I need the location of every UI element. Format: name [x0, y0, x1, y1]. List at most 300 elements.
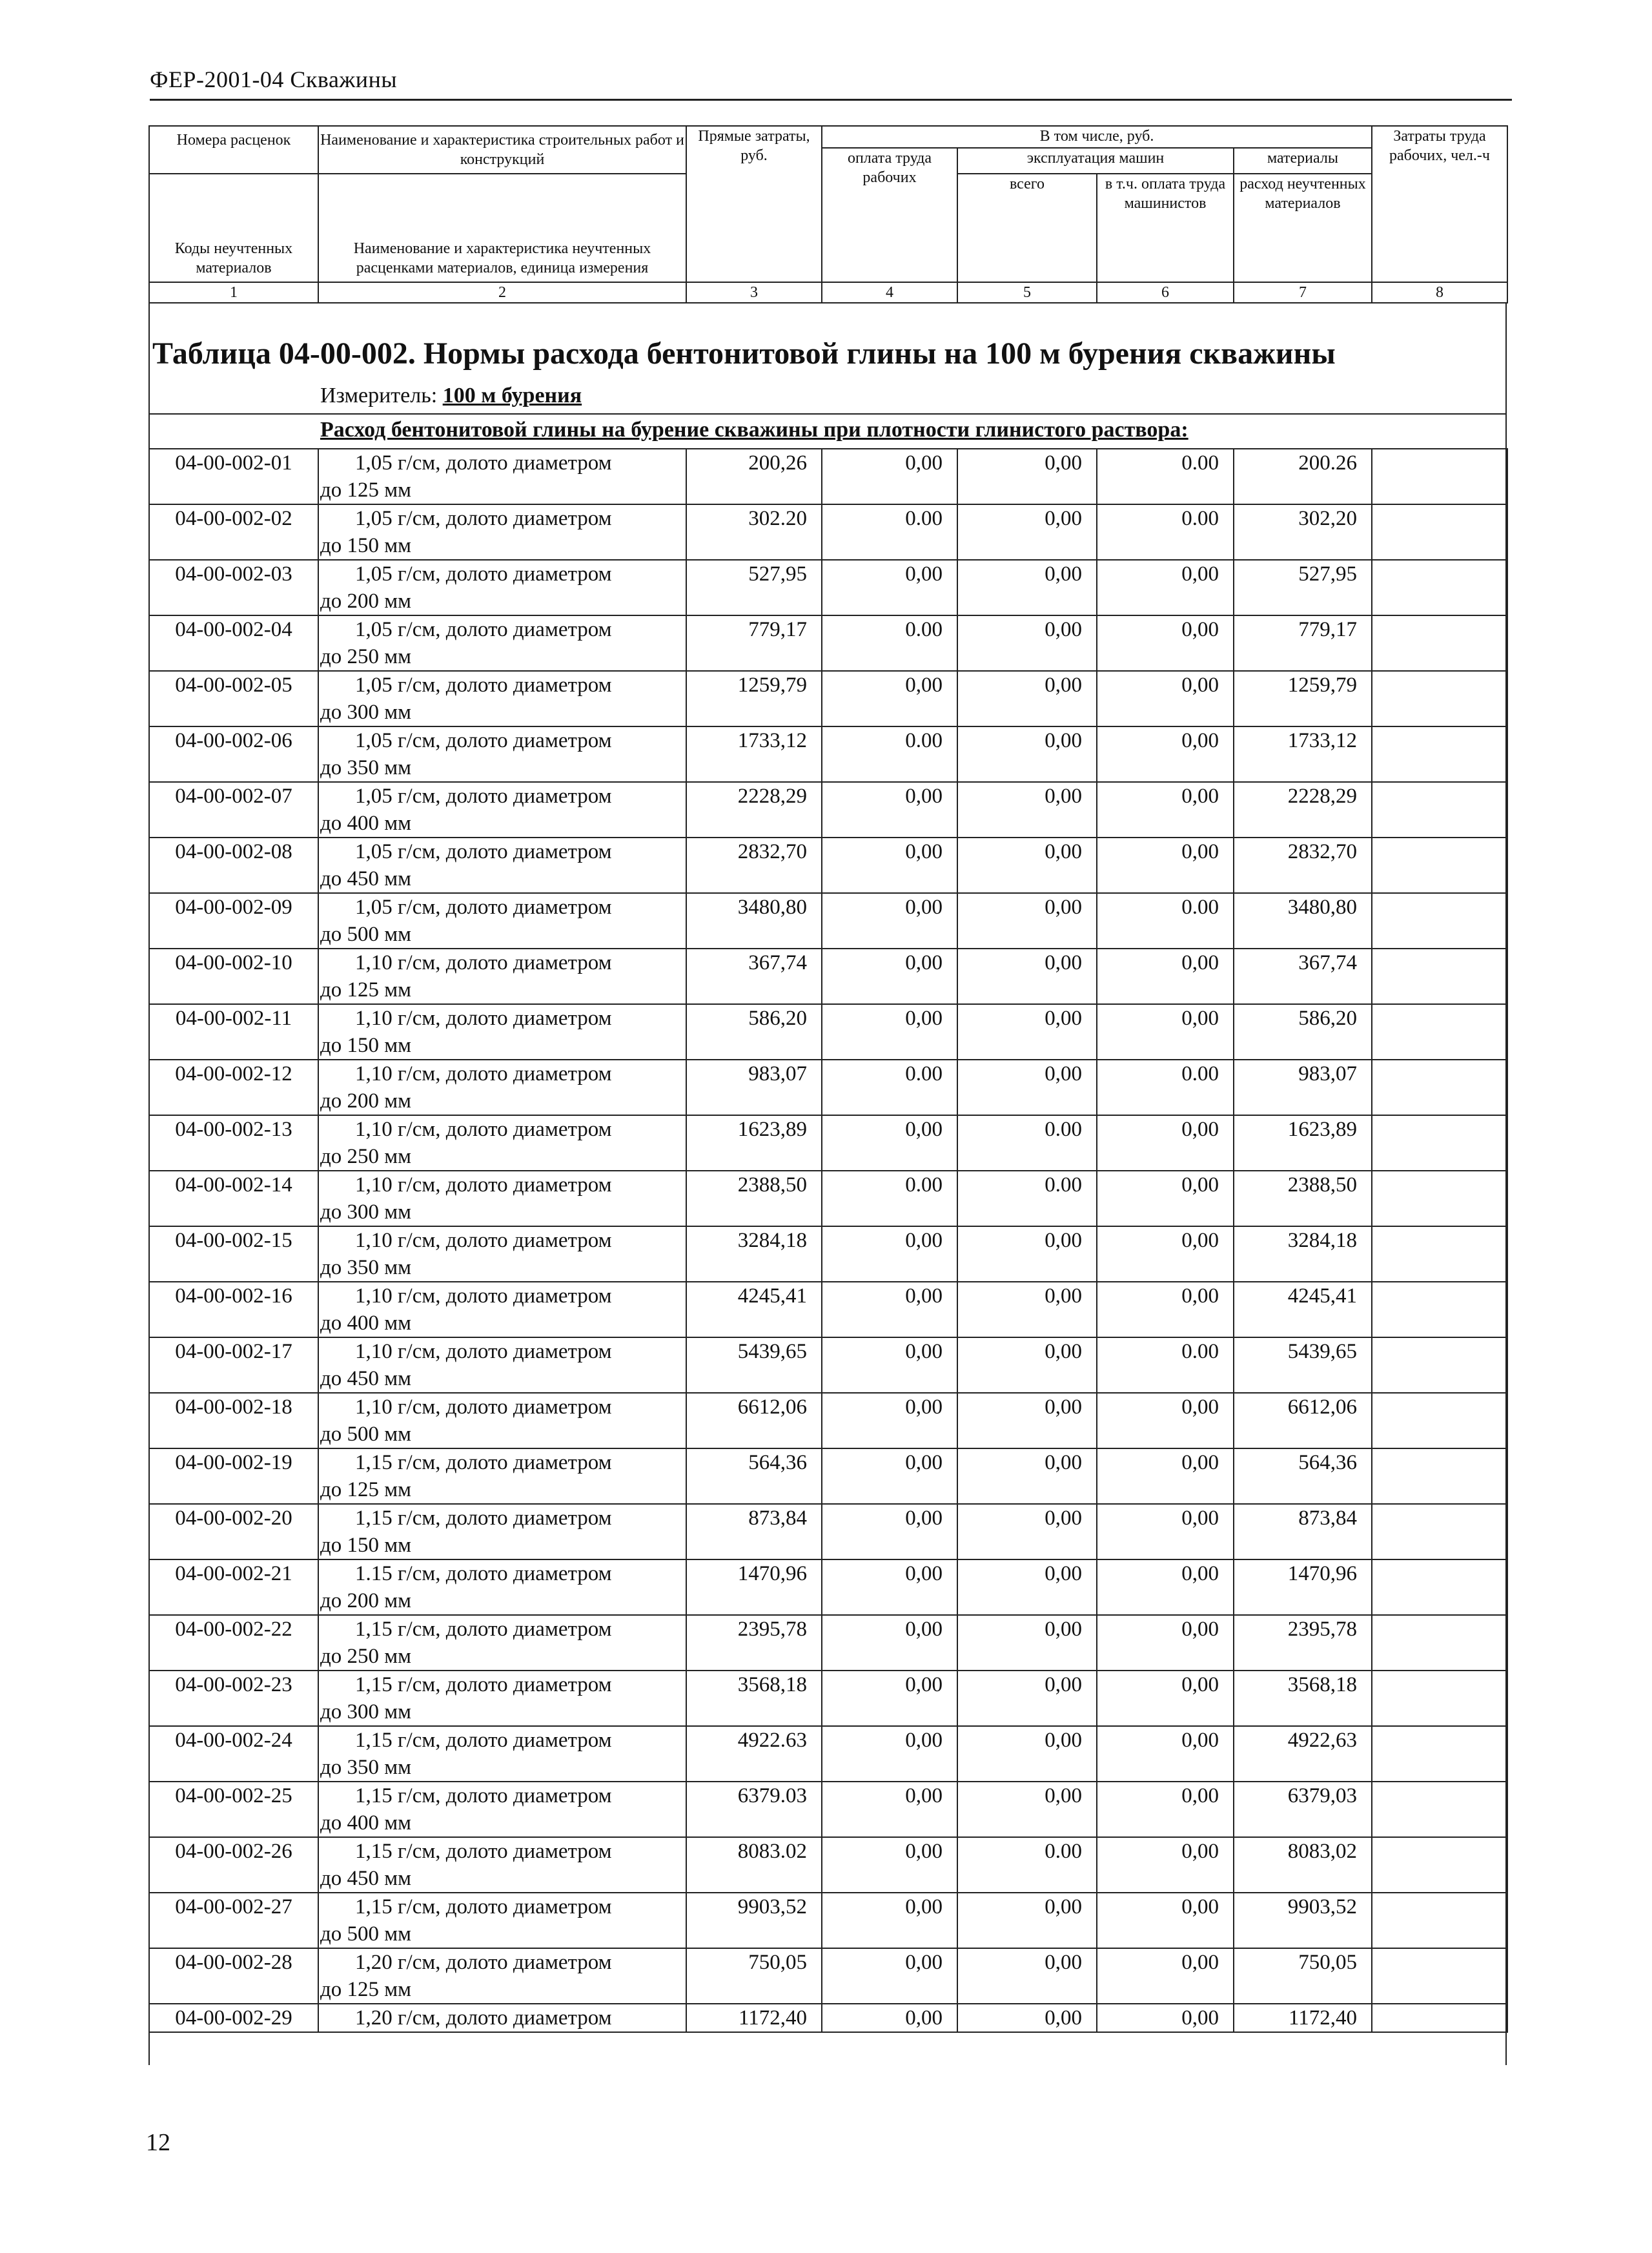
direct-costs-value: 1733,12: [686, 726, 822, 782]
work-description: [318, 893, 686, 949]
document-header: ФЕР-2001-04 Скважины: [150, 67, 398, 92]
description-line-1: 1,05 г/см, долото диаметром: [355, 507, 612, 530]
description-line-2: до 450 мм: [320, 1367, 412, 1390]
measure-divider: [148, 413, 1507, 415]
description-line-2: до 150 мм: [320, 1034, 412, 1057]
description-line-2: до 300 мм: [320, 1700, 412, 1723]
description-line-1: 1,05 г/см, долото диаметром: [355, 729, 612, 752]
work-description: [318, 1726, 686, 1782]
header-material-names: Наименование и характеристика неучтенных расценками материалов, единица измерения: [318, 174, 686, 282]
description-line-1: 1,05 г/см, долото диаметром: [355, 840, 612, 863]
machinists-pay-value: 0,00: [1097, 1671, 1234, 1726]
machinists-pay-value: 0,00: [1097, 1004, 1234, 1060]
machines-total-value: 0,00: [957, 1615, 1097, 1671]
work-description: [318, 1615, 686, 1671]
materials-value: 2388,50: [1234, 1171, 1372, 1226]
machines-total-value: 0,00: [957, 1393, 1097, 1448]
materials-value: 2228,29: [1234, 782, 1372, 838]
machines-total-value: 0.00: [957, 1171, 1097, 1226]
column-number: 4: [822, 282, 957, 303]
materials-value: 1623,89: [1234, 1115, 1372, 1171]
machinists-pay-value: 0,00: [1097, 1726, 1234, 1782]
machines-total-value: 0.00: [957, 1115, 1097, 1171]
machines-total-value: 0,00: [957, 1226, 1097, 1282]
labor-pay-value: 0,00: [822, 1226, 957, 1282]
section-label: Расход бентонитовой глины на бурение скважины при плотности глинистого раствора:: [320, 418, 1188, 442]
labor-pay-value: 0,00: [822, 449, 957, 504]
table-row: [149, 1782, 1507, 1837]
table-row: [149, 1060, 1507, 1115]
labor-costs-value: [1372, 1171, 1507, 1226]
labor-costs-value: [1372, 1115, 1507, 1171]
rate-code: 04-00-002-23: [149, 1671, 318, 1726]
rate-code: 04-00-002-20: [149, 1504, 318, 1559]
machinists-pay-value: 0,00: [1097, 1615, 1234, 1671]
header-materials: материалы: [1234, 148, 1372, 174]
table-row: [149, 615, 1507, 671]
table-row: [149, 560, 1507, 615]
labor-pay-value: 0.00: [822, 1060, 957, 1115]
description-line-1: 1,10 г/см, долото диаметром: [355, 1284, 612, 1308]
description-line-1: 1,15 г/см, долото диаметром: [355, 1673, 612, 1696]
machines-total-value: 0,00: [957, 1782, 1097, 1837]
direct-costs-value: 586,20: [686, 1004, 822, 1060]
work-description: [318, 1337, 686, 1393]
rate-code: 04-00-002-22: [149, 1615, 318, 1671]
description-line-1: 1.15 г/см, долото диаметром: [355, 1562, 612, 1585]
labor-pay-value: 0,00: [822, 1337, 957, 1393]
table-row: [149, 726, 1507, 782]
table-row: [149, 1948, 1507, 2004]
work-description: [318, 1837, 686, 1893]
machinists-pay-value: 0,00: [1097, 560, 1234, 615]
machinists-pay-value: 0,00: [1097, 1559, 1234, 1615]
labor-pay-value: 0,00: [822, 1837, 957, 1893]
direct-costs-value: 1470,96: [686, 1559, 822, 1615]
labor-costs-value: [1372, 671, 1507, 726]
materials-value: 3284,18: [1234, 1226, 1372, 1282]
description-line-2: до 400 мм: [320, 1811, 412, 1835]
machinists-pay-value: 0,00: [1097, 838, 1234, 893]
table-row: [149, 1448, 1507, 1504]
machines-total-value: 0.00: [957, 1837, 1097, 1893]
machinists-pay-value: 0.00: [1097, 449, 1234, 504]
table-row: [149, 893, 1507, 949]
labor-pay-value: 0,00: [822, 1671, 957, 1726]
machinists-pay-value: 0,00: [1097, 1448, 1234, 1504]
direct-costs-value: 3568,18: [686, 1671, 822, 1726]
work-description: [318, 1559, 686, 1615]
work-description: [318, 1504, 686, 1559]
materials-value: 302,20: [1234, 504, 1372, 560]
machinists-pay-value: 0,00: [1097, 782, 1234, 838]
table-row: [149, 1004, 1507, 1060]
header-including: В том числе, руб.: [822, 126, 1372, 148]
rate-code: 04-00-002-25: [149, 1782, 318, 1837]
labor-pay-value: 0,00: [822, 1282, 957, 1337]
description-line-2: до 125 мм: [320, 478, 412, 502]
labor-pay-value: 0,00: [822, 1393, 957, 1448]
description-line-2: до 500 мм: [320, 923, 412, 946]
work-description: [318, 1004, 686, 1060]
materials-value: 779,17: [1234, 615, 1372, 671]
description-line-2: до 125 мм: [320, 978, 412, 1002]
work-description: [318, 726, 686, 782]
column-number: 1: [149, 282, 318, 303]
labor-pay-value: 0,00: [822, 1948, 957, 2004]
materials-value: 200.26: [1234, 449, 1372, 504]
table-row: [149, 1837, 1507, 1893]
machinists-pay-value: 0,00: [1097, 1837, 1234, 1893]
direct-costs-value: 5439,65: [686, 1337, 822, 1393]
description-line-1: 1,10 г/см, долото диаметром: [355, 1118, 612, 1141]
description-line-1: 1,15 г/см, долото диаметром: [355, 1840, 612, 1863]
machinists-pay-value: 0,00: [1097, 1282, 1234, 1337]
materials-value: 1733,12: [1234, 726, 1372, 782]
table-title: Таблица 04-00-002. Нормы расхода бентонитовой глины на 100 м бурения скважины: [152, 336, 1336, 371]
labor-costs-value: [1372, 1393, 1507, 1448]
rate-code: 04-00-002-07: [149, 782, 318, 838]
labor-pay-value: 0,00: [822, 893, 957, 949]
materials-value: 2395,78: [1234, 1615, 1372, 1671]
labor-pay-value: 0,00: [822, 1615, 957, 1671]
header-material-codes: Коды неучтенных материалов: [149, 174, 318, 282]
labor-pay-value: 0,00: [822, 838, 957, 893]
header-labor-pay: оплата труда рабочих: [822, 148, 957, 282]
labor-costs-value: [1372, 504, 1507, 560]
labor-pay-value: 0,00: [822, 949, 957, 1004]
machines-total-value: 0,00: [957, 1282, 1097, 1337]
direct-costs-value: 1623,89: [686, 1115, 822, 1171]
column-number: 7: [1234, 282, 1372, 303]
description-line-2: до 125 мм: [320, 1978, 412, 2001]
description-line-2: до 200 мм: [320, 590, 412, 613]
description-line-1: 1,05 г/см, долото диаметром: [355, 785, 612, 808]
machinists-pay-value: 0,00: [1097, 615, 1234, 671]
materials-value: 1172,40: [1234, 2004, 1372, 2032]
work-description: [318, 449, 686, 504]
labor-pay-value: 0,00: [822, 671, 957, 726]
table-row: [149, 949, 1507, 1004]
materials-value: 3568,18: [1234, 1671, 1372, 1726]
direct-costs-value: 9903,52: [686, 1893, 822, 1948]
direct-costs-value: 2832,70: [686, 838, 822, 893]
header-machines-total: всего: [957, 174, 1097, 282]
labor-pay-value: 0,00: [822, 1782, 957, 1837]
description-line-2: до 300 мм: [320, 701, 412, 724]
direct-costs-value: 302.20: [686, 504, 822, 560]
description-line-1: 1,20 г/см, долото диаметром: [355, 2006, 612, 2030]
work-description: [318, 838, 686, 893]
measure-label: Измеритель:: [320, 384, 438, 407]
labor-costs-value: [1372, 1948, 1507, 2004]
direct-costs-value: 367,74: [686, 949, 822, 1004]
table-row: [149, 1115, 1507, 1171]
machines-total-value: 0,00: [957, 2004, 1097, 2032]
measure-value: 100 м бурения: [442, 384, 582, 407]
description-line-1: 1,20 г/см, долото диаметром: [355, 1951, 612, 1974]
machines-total-value: 0,00: [957, 1060, 1097, 1115]
machines-total-value: 0,00: [957, 560, 1097, 615]
labor-pay-value: 0.00: [822, 504, 957, 560]
column-header-table: [148, 125, 1508, 303]
rate-code: 04-00-002-18: [149, 1393, 318, 1448]
table-row: [149, 838, 1507, 893]
labor-pay-value: 0.00: [822, 615, 957, 671]
description-line-1: 1,15 г/см, долото диаметром: [355, 1618, 612, 1641]
description-line-2: до 350 мм: [320, 1756, 412, 1779]
direct-costs-value: 2388,50: [686, 1171, 822, 1226]
column-number: 5: [957, 282, 1097, 303]
rate-code: 04-00-002-14: [149, 1171, 318, 1226]
machinists-pay-value: 0,00: [1097, 726, 1234, 782]
materials-value: 8083,02: [1234, 1837, 1372, 1893]
machinists-pay-value: 0,00: [1097, 1393, 1234, 1448]
table-row: [149, 1226, 1507, 1282]
machines-total-value: 0,00: [957, 893, 1097, 949]
machines-total-value: 0,00: [957, 1559, 1097, 1615]
machines-total-value: 0,00: [957, 504, 1097, 560]
description-line-2: до 500 мм: [320, 1922, 412, 1946]
labor-pay-value: 0,00: [822, 2004, 957, 2032]
machines-total-value: 0,00: [957, 1893, 1097, 1948]
direct-costs-value: 873,84: [686, 1504, 822, 1559]
direct-costs-value: 983,07: [686, 1060, 822, 1115]
header-direct-costs: Прямые затраты, руб.: [686, 126, 822, 282]
header-divider: [150, 99, 1512, 101]
description-line-1: 1,05 г/см, долото диаметром: [355, 562, 612, 586]
machines-total-value: 0,00: [957, 1726, 1097, 1782]
materials-value: 2832,70: [1234, 838, 1372, 893]
work-description: [318, 1393, 686, 1448]
labor-pay-value: 0.00: [822, 726, 957, 782]
description-line-1: 1,05 г/см, долото диаметром: [355, 896, 612, 919]
machines-total-value: 0,00: [957, 671, 1097, 726]
description-line-2: до 300 мм: [320, 1200, 412, 1224]
labor-costs-value: [1372, 838, 1507, 893]
materials-value: 6612,06: [1234, 1393, 1372, 1448]
rate-code: 04-00-002-16: [149, 1282, 318, 1337]
machinists-pay-value: 0,00: [1097, 1948, 1234, 2004]
description-line-1: 1,10 г/см, долото диаметром: [355, 951, 612, 974]
description-line-2: до 150 мм: [320, 534, 412, 557]
work-description: [318, 560, 686, 615]
page-number: 12: [146, 2129, 170, 2156]
work-description: [318, 1671, 686, 1726]
description-line-1: 1,15 г/см, долото диаметром: [355, 1895, 612, 1919]
rate-code: 04-00-002-02: [149, 504, 318, 560]
machinists-pay-value: 0,00: [1097, 2004, 1234, 2032]
work-description: [318, 615, 686, 671]
machinists-pay-value: 0.00: [1097, 893, 1234, 949]
description-line-1: 1,05 г/см, долото диаметром: [355, 618, 612, 641]
materials-value: 4245,41: [1234, 1282, 1372, 1337]
labor-costs-value: [1372, 1004, 1507, 1060]
rate-code: 04-00-002-12: [149, 1060, 318, 1115]
work-description: [318, 1282, 686, 1337]
labor-costs-value: [1372, 1448, 1507, 1504]
description-line-2: до 400 мм: [320, 812, 412, 835]
labor-costs-value: [1372, 2004, 1507, 2032]
rate-code: 04-00-002-10: [149, 949, 318, 1004]
materials-value: 6379,03: [1234, 1782, 1372, 1837]
labor-costs-value: [1372, 449, 1507, 504]
header-rate-numbers: Номера расценок: [149, 126, 318, 174]
materials-value: 873,84: [1234, 1504, 1372, 1559]
direct-costs-value: 8083.02: [686, 1837, 822, 1893]
table-row: [149, 1615, 1507, 1671]
machinists-pay-value: 0,00: [1097, 1504, 1234, 1559]
work-description: [318, 1115, 686, 1171]
work-description: [318, 1171, 686, 1226]
table-row: [149, 1893, 1507, 1948]
header-machinists-pay: в т.ч. оплата труда машинистов: [1097, 174, 1234, 282]
description-line-1: 1,05 г/см, долото диаметром: [355, 451, 612, 475]
work-description: [318, 1226, 686, 1282]
labor-costs-value: [1372, 1060, 1507, 1115]
materials-value: 1259,79: [1234, 671, 1372, 726]
labor-costs-value: [1372, 782, 1507, 838]
direct-costs-value: 200,26: [686, 449, 822, 504]
machines-total-value: 0,00: [957, 726, 1097, 782]
table-row: [149, 1337, 1507, 1393]
direct-costs-value: 6612,06: [686, 1393, 822, 1448]
work-description: [318, 782, 686, 838]
materials-value: 564,36: [1234, 1448, 1372, 1504]
materials-value: 367,74: [1234, 949, 1372, 1004]
description-line-2: до 125 мм: [320, 1478, 412, 1501]
materials-value: 983,07: [1234, 1060, 1372, 1115]
direct-costs-value: 527,95: [686, 560, 822, 615]
rates-table: [148, 448, 1508, 2033]
rate-code: 04-00-002-26: [149, 1837, 318, 1893]
measure-line: [320, 384, 582, 408]
direct-costs-value: 2228,29: [686, 782, 822, 838]
labor-pay-value: 0.00: [822, 1171, 957, 1226]
materials-value: 586,20: [1234, 1004, 1372, 1060]
machinists-pay-value: 0.00: [1097, 1337, 1234, 1393]
work-description: [318, 1060, 686, 1115]
description-line-1: 1,10 г/см, долото диаметром: [355, 1340, 612, 1363]
rate-code: 04-00-002-06: [149, 726, 318, 782]
rate-code: 04-00-002-08: [149, 838, 318, 893]
work-description: [318, 2004, 686, 2032]
rate-code: 04-00-002-13: [149, 1115, 318, 1171]
machines-total-value: 0,00: [957, 1948, 1097, 2004]
description-line-2: до 450 мм: [320, 1867, 412, 1890]
labor-pay-value: 0,00: [822, 1004, 957, 1060]
column-number: 2: [318, 282, 686, 303]
labor-costs-value: [1372, 1893, 1507, 1948]
description-line-1: 1,10 г/см, долото диаметром: [355, 1062, 612, 1085]
materials-value: 5439,65: [1234, 1337, 1372, 1393]
labor-pay-value: 0,00: [822, 1893, 957, 1948]
table-row: [149, 1726, 1507, 1782]
rate-code: 04-00-002-28: [149, 1948, 318, 2004]
machines-total-value: 0,00: [957, 838, 1097, 893]
labor-costs-value: [1372, 1615, 1507, 1671]
machines-total-value: 0,00: [957, 949, 1097, 1004]
work-description: [318, 1948, 686, 2004]
table-row: [149, 671, 1507, 726]
machines-total-value: 0,00: [957, 1004, 1097, 1060]
description-line-1: 1,15 г/см, долото диаметром: [355, 1507, 612, 1530]
labor-pay-value: 0,00: [822, 782, 957, 838]
table-row: [149, 1559, 1507, 1615]
machinists-pay-value: 0,00: [1097, 1782, 1234, 1837]
rate-code: 04-00-002-03: [149, 560, 318, 615]
machinists-pay-value: 0,00: [1097, 671, 1234, 726]
machinists-pay-value: 0,00: [1097, 1226, 1234, 1282]
direct-costs-value: 779,17: [686, 615, 822, 671]
materials-value: 4922,63: [1234, 1726, 1372, 1782]
work-description: [318, 1782, 686, 1837]
table-row: [149, 2004, 1507, 2032]
labor-costs-value: [1372, 1337, 1507, 1393]
rate-code: 04-00-002-01: [149, 449, 318, 504]
table-row: [149, 449, 1507, 504]
materials-value: 527,95: [1234, 560, 1372, 615]
materials-value: 3480,80: [1234, 893, 1372, 949]
description-line-2: до 350 мм: [320, 756, 412, 779]
machines-total-value: 0,00: [957, 1671, 1097, 1726]
table-row: [149, 782, 1507, 838]
machinists-pay-value: 0,00: [1097, 949, 1234, 1004]
labor-costs-value: [1372, 560, 1507, 615]
labor-costs-value: [1372, 1282, 1507, 1337]
column-number: 3: [686, 282, 822, 303]
labor-costs-value: [1372, 1726, 1507, 1782]
rate-code: 04-00-002-04: [149, 615, 318, 671]
rate-code: 04-00-002-15: [149, 1226, 318, 1282]
header-work-name: Наименование и характеристика строительных работ и конструкций: [318, 126, 686, 174]
description-line-1: 1,15 г/см, долото диаметром: [355, 1784, 612, 1807]
description-line-2: до 250 мм: [320, 1145, 412, 1168]
labor-pay-value: 0,00: [822, 1504, 957, 1559]
rate-code: 04-00-002-21: [149, 1559, 318, 1615]
header-labor-costs: Затраты труда рабочих, чел.-ч: [1372, 126, 1507, 282]
description-line-2: до 150 мм: [320, 1534, 412, 1557]
column-number: 6: [1097, 282, 1234, 303]
labor-costs-value: [1372, 1782, 1507, 1837]
work-description: [318, 504, 686, 560]
labor-costs-value: [1372, 1671, 1507, 1726]
table-row: [149, 1171, 1507, 1226]
table-row: [149, 504, 1507, 560]
description-line-1: 1,10 г/см, долото диаметром: [355, 1173, 612, 1197]
direct-costs-value: 1172,40: [686, 2004, 822, 2032]
direct-costs-value: 6379.03: [686, 1782, 822, 1837]
table-row: [149, 1282, 1507, 1337]
rate-code: 04-00-002-27: [149, 1893, 318, 1948]
labor-pay-value: 0,00: [822, 1559, 957, 1615]
work-description: [318, 949, 686, 1004]
machinists-pay-value: 0.00: [1097, 504, 1234, 560]
labor-costs-value: [1372, 1559, 1507, 1615]
machinists-pay-value: 0,00: [1097, 1171, 1234, 1226]
column-number: 8: [1372, 282, 1507, 303]
machines-total-value: 0,00: [957, 1337, 1097, 1393]
machines-total-value: 0,00: [957, 1448, 1097, 1504]
labor-costs-value: [1372, 949, 1507, 1004]
labor-pay-value: 0,00: [822, 1448, 957, 1504]
machines-total-value: 0,00: [957, 615, 1097, 671]
description-line-2: до 250 мм: [320, 645, 412, 668]
machines-total-value: 0,00: [957, 782, 1097, 838]
materials-value: 9903,52: [1234, 1893, 1372, 1948]
labor-costs-value: [1372, 1226, 1507, 1282]
description-line-1: 1,10 г/см, долото диаметром: [355, 1007, 612, 1030]
